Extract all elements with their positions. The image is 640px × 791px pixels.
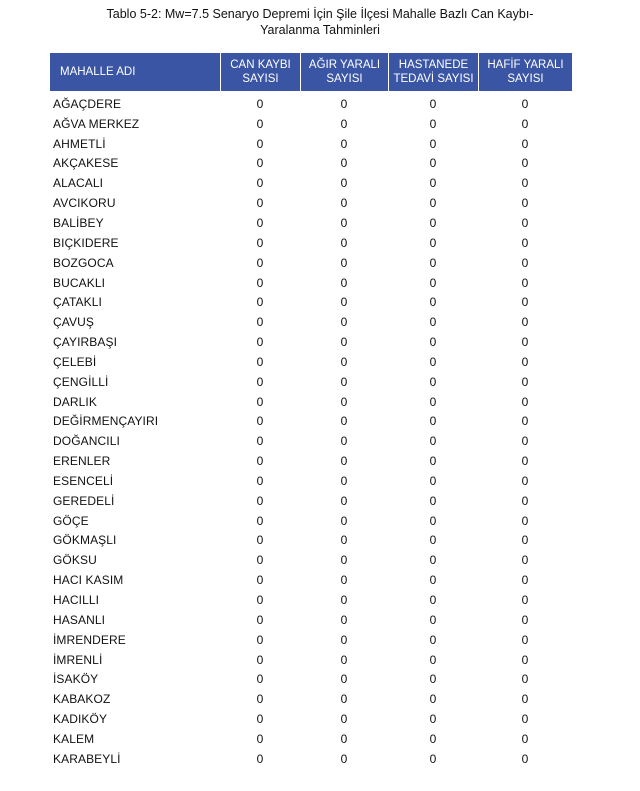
cell-hospital-treatment: 0 — [429, 513, 437, 528]
cell-severe-injuries: 0 — [340, 454, 348, 469]
cell-neighborhood: ÇAVUŞ — [53, 315, 94, 330]
table-caption — [0, 6, 640, 38]
cell-deaths: 0 — [256, 295, 264, 310]
cell-minor-injuries: 0 — [521, 295, 529, 310]
table-row — [50, 114, 572, 134]
cell-neighborhood: DEĞİRMENÇAYIRI — [53, 414, 159, 429]
cell-neighborhood: BALİBEY — [53, 215, 104, 230]
cell-hospital-treatment: 0 — [429, 573, 437, 588]
cell-neighborhood: AĞAÇDERE — [53, 96, 122, 111]
cell-neighborhood: GÖÇE — [53, 513, 89, 528]
cell-deaths: 0 — [256, 731, 264, 746]
table-row — [50, 630, 572, 650]
cell-hospital-treatment: 0 — [429, 652, 437, 667]
table-header — [50, 53, 572, 91]
cell-minor-injuries: 0 — [521, 731, 529, 746]
table-row — [50, 134, 572, 154]
cell-minor-injuries: 0 — [521, 374, 529, 389]
cell-neighborhood: GEREDELİ — [53, 493, 115, 508]
cell-minor-injuries: 0 — [521, 454, 529, 469]
cell-severe-injuries: 0 — [340, 96, 348, 111]
header-deaths — [220, 53, 300, 91]
caption-line-1: Tablo 5-2: Mw=7.5 Senaryo Depremi İçin Şile İlçesi Mahalle Bazlı Can Kaybı- — [106, 7, 534, 21]
cell-neighborhood: ÇAYIRBAŞI — [53, 335, 118, 350]
header-hospital-treatment-line: TEDAVİ SAYISI — [393, 73, 474, 85]
cell-severe-injuries: 0 — [340, 116, 348, 131]
cell-minor-injuries: 0 — [521, 692, 529, 707]
cell-severe-injuries: 0 — [340, 315, 348, 330]
table-row — [50, 471, 572, 491]
cell-minor-injuries: 0 — [521, 414, 529, 429]
cell-minor-injuries: 0 — [521, 176, 529, 191]
cell-hospital-treatment: 0 — [429, 96, 437, 111]
header-deaths-line: CAN KAYBI — [230, 59, 291, 71]
table-row — [50, 173, 572, 193]
cell-neighborhood: KABAKOZ — [53, 692, 111, 707]
cell-deaths: 0 — [256, 573, 264, 588]
cell-severe-injuries: 0 — [340, 235, 348, 250]
table-row — [50, 193, 572, 213]
cell-deaths: 0 — [256, 493, 264, 508]
cell-minor-injuries: 0 — [521, 136, 529, 151]
cell-severe-injuries: 0 — [340, 176, 348, 191]
table-row — [50, 431, 572, 451]
cell-deaths: 0 — [256, 394, 264, 409]
cell-hospital-treatment: 0 — [429, 196, 437, 211]
cell-minor-injuries: 0 — [521, 473, 529, 488]
cell-hospital-treatment: 0 — [429, 454, 437, 469]
table-row — [50, 749, 572, 769]
cell-deaths: 0 — [256, 672, 264, 687]
cell-minor-injuries: 0 — [521, 196, 529, 211]
cell-hospital-treatment: 0 — [429, 414, 437, 429]
cell-neighborhood: ÇENGİLLİ — [53, 374, 109, 389]
cell-neighborhood: ESENCELİ — [53, 473, 114, 488]
cell-minor-injuries: 0 — [521, 255, 529, 270]
cell-hospital-treatment: 0 — [429, 612, 437, 627]
cell-minor-injuries: 0 — [521, 652, 529, 667]
table-row — [50, 273, 572, 293]
cell-hospital-treatment: 0 — [429, 354, 437, 369]
cell-neighborhood: DOĞANCILI — [53, 434, 120, 449]
cell-severe-injuries: 0 — [340, 354, 348, 369]
cell-hospital-treatment: 0 — [429, 215, 437, 230]
cell-minor-injuries: 0 — [521, 96, 529, 111]
cell-severe-injuries: 0 — [340, 434, 348, 449]
cell-hospital-treatment: 0 — [429, 295, 437, 310]
cell-severe-injuries: 0 — [340, 751, 348, 766]
cell-minor-injuries: 0 — [521, 751, 529, 766]
cell-hospital-treatment: 0 — [429, 751, 437, 766]
cell-deaths: 0 — [256, 612, 264, 627]
cell-hospital-treatment: 0 — [429, 136, 437, 151]
cell-neighborhood: AHMETLİ — [53, 136, 106, 151]
caption-line-2: Yaralanma Tahminleri — [260, 23, 380, 37]
cell-hospital-treatment: 0 — [429, 553, 437, 568]
table-row — [50, 332, 572, 352]
cell-severe-injuries: 0 — [340, 215, 348, 230]
cell-neighborhood: HACI KASIM — [53, 573, 124, 588]
cell-neighborhood: BIÇKIDERE — [53, 235, 119, 250]
cell-hospital-treatment: 0 — [429, 731, 437, 746]
cell-deaths: 0 — [256, 354, 264, 369]
cell-neighborhood: KALEM — [53, 731, 95, 746]
table-row — [50, 570, 572, 590]
cell-neighborhood: GÖKSU — [53, 553, 97, 568]
cell-hospital-treatment: 0 — [429, 533, 437, 548]
table-row — [50, 352, 572, 372]
cell-minor-injuries: 0 — [521, 156, 529, 171]
cell-hospital-treatment: 0 — [429, 156, 437, 171]
table-row — [50, 531, 572, 551]
cell-minor-injuries: 0 — [521, 513, 529, 528]
table-row — [50, 669, 572, 689]
cell-hospital-treatment: 0 — [429, 672, 437, 687]
table-row — [50, 253, 572, 273]
cell-minor-injuries: 0 — [521, 116, 529, 131]
cell-minor-injuries: 0 — [521, 434, 529, 449]
header-minor-injuries — [478, 53, 572, 91]
cell-neighborhood: AKÇAKESE — [53, 156, 119, 171]
header-minor-injuries-line: HAFİF YARALI — [487, 59, 564, 71]
cell-minor-injuries: 0 — [521, 573, 529, 588]
cell-deaths: 0 — [256, 176, 264, 191]
cell-hospital-treatment: 0 — [429, 235, 437, 250]
cell-minor-injuries: 0 — [521, 553, 529, 568]
cell-neighborhood: ALACALI — [53, 176, 104, 191]
cell-severe-injuries: 0 — [340, 553, 348, 568]
table-row — [50, 392, 572, 412]
cell-neighborhood: İMRENDERE — [53, 632, 126, 647]
cell-neighborhood: İMRENLİ — [53, 652, 103, 667]
header-severe-injuries — [300, 53, 388, 91]
cell-hospital-treatment: 0 — [429, 632, 437, 647]
cell-severe-injuries: 0 — [340, 731, 348, 746]
cell-severe-injuries: 0 — [340, 156, 348, 171]
cell-minor-injuries: 0 — [521, 493, 529, 508]
table-row — [50, 491, 572, 511]
header-hospital-treatment — [388, 53, 478, 91]
table-row — [50, 689, 572, 709]
cell-severe-injuries: 0 — [340, 692, 348, 707]
cell-neighborhood: ÇELEBİ — [53, 354, 97, 369]
cell-deaths: 0 — [256, 632, 264, 647]
table-row — [50, 451, 572, 471]
cell-neighborhood: ÇATAKLI — [53, 295, 102, 310]
cell-deaths: 0 — [256, 215, 264, 230]
cell-minor-injuries: 0 — [521, 215, 529, 230]
header-deaths-line: SAYISI — [242, 73, 279, 85]
cell-hospital-treatment: 0 — [429, 374, 437, 389]
cell-deaths: 0 — [256, 335, 264, 350]
cell-deaths: 0 — [256, 255, 264, 270]
cell-severe-injuries: 0 — [340, 136, 348, 151]
cell-severe-injuries: 0 — [340, 394, 348, 409]
header-severe-injuries-line: AĞIR YARALI — [308, 59, 381, 71]
cell-hospital-treatment: 0 — [429, 473, 437, 488]
cell-deaths: 0 — [256, 454, 264, 469]
cell-neighborhood: İSAKÖY — [53, 672, 99, 687]
cell-deaths: 0 — [256, 593, 264, 608]
cell-minor-injuries: 0 — [521, 672, 529, 687]
cell-severe-injuries: 0 — [340, 335, 348, 350]
table-row — [50, 312, 572, 332]
table-row — [50, 94, 572, 114]
cell-hospital-treatment: 0 — [429, 493, 437, 508]
cell-severe-injuries: 0 — [340, 473, 348, 488]
table-row — [50, 233, 572, 253]
cell-neighborhood: BOZGOCA — [53, 255, 114, 270]
cell-deaths: 0 — [256, 156, 264, 171]
header-neighborhood-line: MAHALLE ADI — [60, 66, 136, 78]
cell-deaths: 0 — [256, 136, 264, 151]
header-neighborhood — [50, 53, 220, 91]
cell-deaths: 0 — [256, 434, 264, 449]
cell-minor-injuries: 0 — [521, 533, 529, 548]
cell-minor-injuries: 0 — [521, 394, 529, 409]
cell-neighborhood: GÖKMAŞLI — [53, 533, 117, 548]
cell-deaths: 0 — [256, 553, 264, 568]
cell-hospital-treatment: 0 — [429, 712, 437, 727]
cell-neighborhood: AĞVA MERKEZ — [53, 116, 140, 131]
cell-severe-injuries: 0 — [340, 196, 348, 211]
table-row — [50, 550, 572, 570]
cell-minor-injuries: 0 — [521, 712, 529, 727]
cell-deaths: 0 — [256, 751, 264, 766]
cell-deaths: 0 — [256, 473, 264, 488]
cell-hospital-treatment: 0 — [429, 176, 437, 191]
cell-severe-injuries: 0 — [340, 712, 348, 727]
table-row — [50, 729, 572, 749]
cell-neighborhood: AVCIKORU — [53, 196, 116, 211]
cell-severe-injuries: 0 — [340, 533, 348, 548]
cell-deaths: 0 — [256, 533, 264, 548]
header-hospital-treatment-line: HASTANEDE — [398, 59, 469, 71]
table-row — [50, 412, 572, 432]
cell-severe-injuries: 0 — [340, 632, 348, 647]
cell-deaths: 0 — [256, 235, 264, 250]
cell-neighborhood: KARABEYLİ — [53, 751, 121, 766]
cell-neighborhood: HASANLI — [53, 612, 106, 627]
table-row — [50, 372, 572, 392]
cell-deaths: 0 — [256, 513, 264, 528]
cell-deaths: 0 — [256, 692, 264, 707]
cell-hospital-treatment: 0 — [429, 434, 437, 449]
cell-severe-injuries: 0 — [340, 374, 348, 389]
cell-deaths: 0 — [256, 96, 264, 111]
casualty-table — [50, 53, 572, 769]
table-row — [50, 154, 572, 174]
cell-deaths: 0 — [256, 116, 264, 131]
cell-hospital-treatment: 0 — [429, 275, 437, 290]
cell-deaths: 0 — [256, 652, 264, 667]
cell-deaths: 0 — [256, 315, 264, 330]
cell-minor-injuries: 0 — [521, 275, 529, 290]
cell-neighborhood: KADIKÖY — [53, 712, 108, 727]
cell-severe-injuries: 0 — [340, 295, 348, 310]
table-row — [50, 292, 572, 312]
cell-neighborhood: BUCAKLI — [53, 275, 106, 290]
table-row — [50, 213, 572, 233]
cell-minor-injuries: 0 — [521, 335, 529, 350]
cell-hospital-treatment: 0 — [429, 692, 437, 707]
cell-severe-injuries: 0 — [340, 672, 348, 687]
table-row — [50, 650, 572, 670]
cell-severe-injuries: 0 — [340, 275, 348, 290]
cell-neighborhood: HACILLI — [53, 593, 100, 608]
cell-deaths: 0 — [256, 712, 264, 727]
cell-minor-injuries: 0 — [521, 612, 529, 627]
cell-minor-injuries: 0 — [521, 354, 529, 369]
cell-deaths: 0 — [256, 414, 264, 429]
cell-severe-injuries: 0 — [340, 493, 348, 508]
cell-hospital-treatment: 0 — [429, 394, 437, 409]
header-minor-injuries-line: SAYISI — [507, 73, 544, 85]
table-row — [50, 590, 572, 610]
cell-deaths: 0 — [256, 196, 264, 211]
cell-severe-injuries: 0 — [340, 573, 348, 588]
cell-hospital-treatment: 0 — [429, 255, 437, 270]
cell-minor-injuries: 0 — [521, 315, 529, 330]
cell-minor-injuries: 0 — [521, 632, 529, 647]
cell-minor-injuries: 0 — [521, 593, 529, 608]
cell-severe-injuries: 0 — [340, 593, 348, 608]
cell-severe-injuries: 0 — [340, 652, 348, 667]
table-row — [50, 709, 572, 729]
header-severe-injuries-line: SAYISI — [326, 73, 363, 85]
table-row — [50, 610, 572, 630]
cell-severe-injuries: 0 — [340, 612, 348, 627]
cell-severe-injuries: 0 — [340, 513, 348, 528]
table-body — [50, 91, 572, 769]
cell-hospital-treatment: 0 — [429, 335, 437, 350]
cell-hospital-treatment: 0 — [429, 593, 437, 608]
cell-deaths: 0 — [256, 374, 264, 389]
cell-deaths: 0 — [256, 275, 264, 290]
cell-hospital-treatment: 0 — [429, 116, 437, 131]
cell-minor-injuries: 0 — [521, 235, 529, 250]
cell-severe-injuries: 0 — [340, 414, 348, 429]
cell-neighborhood: DARLIK — [53, 394, 97, 409]
cell-hospital-treatment: 0 — [429, 315, 437, 330]
cell-neighborhood: ERENLER — [53, 454, 111, 469]
cell-severe-injuries: 0 — [340, 255, 348, 270]
table-row — [50, 511, 572, 531]
